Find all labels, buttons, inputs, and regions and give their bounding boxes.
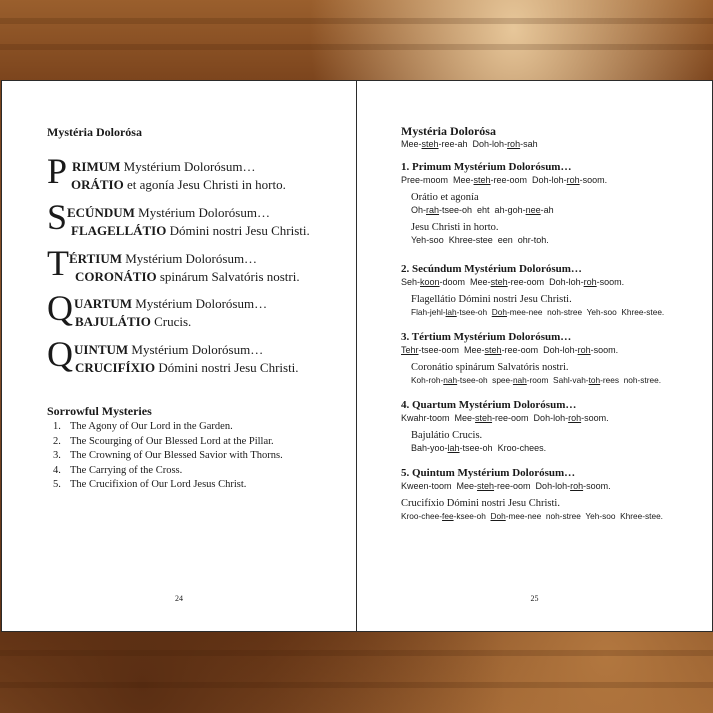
syllable-text: Seh- [401,277,421,287]
syllable-text: -soom. [596,277,625,287]
latin-text: Coronátio spinárum Salvatóris nostri. [411,362,569,373]
stressed-syllable: roh [566,175,580,185]
pronunciation [411,204,701,217]
syllable-text: Mee- [401,139,422,149]
syllable-text: -ree-oom Doh-loh- [490,175,567,185]
page-number: 24 [175,594,183,603]
stressed-syllable: steh [477,481,495,491]
mystery-entry [47,151,347,197]
pronunciation [401,412,701,425]
stressed-syllable: steh [473,175,491,185]
stressed-syllable: roh [583,277,597,287]
syllable-text: -soom. [583,481,611,491]
mystery-entry [47,334,347,380]
syllable-text: Kroo-chee- [401,511,443,521]
title-block [401,125,701,151]
page-title: Mystéria Dolorósa [401,124,496,138]
sorrowful-title: Sorrowful Mysteries [47,404,152,418]
stressed-syllable: steh [490,277,508,287]
syllable-text: -tsee-oh spee- [457,375,513,385]
latin-text: Orátio et agonía [411,192,479,203]
stressed-syllable: roh [507,139,521,149]
syllable-text: Kwahr-toom Mee- [401,413,476,423]
wood-grain [0,650,713,656]
syllable-text: -ree-ah Doh-loh- [438,139,508,149]
pronunciation [411,442,701,455]
list-item: 3. The Crowning of Our Blessed Savior with Thorns. [53,450,283,462]
drop-cap: S [47,197,68,237]
stressed-syllable: toh [588,375,601,385]
syllable-text: -mee-nee noh-stree Yeh-soo Khree-stee. [505,511,663,521]
pronunciation [411,306,701,319]
page-number: 25 [530,594,539,603]
wood-grain [0,44,713,50]
left-page [1,80,357,632]
list-item: 2. The Scourging of Our Blessed Lord at the Pillar. [53,435,274,447]
mystery-heading: 3. Tértium Mystérium Dolorósum… [401,331,572,343]
stressed-syllable: Doh [490,511,506,521]
syllable-text: Kween-toom Mee- [401,481,478,491]
mystery-2 [401,263,701,319]
drop-cap: Q [47,288,73,328]
mystery-line1: ECÚNDUM Mystérium Dolorósum… [67,205,270,220]
syllable-text: -ksee-oh [453,511,491,521]
syllable-text: Bah-yoo- [411,443,448,453]
list-item: 4. The Carrying of the Cross. [53,464,183,476]
syllable-text: -tsee-oom Mee- [418,345,485,355]
stressed-syllable: fee [442,511,454,521]
mystery-line2: CRUCIFÍXIO Dómini nostri Jesu Christi. [75,360,299,375]
pronunciation [401,344,701,357]
mystery-line1: ÉRTIUM Mystérium Dolorósum… [69,251,258,266]
mystery-entry [47,288,347,334]
drop-cap: T [47,243,69,283]
mystery-heading: 5. Quintum Mystérium Dolorósum… [401,467,576,479]
stressed-syllable: koon [420,277,440,287]
latin-text: Crucifíxio Dómini nostri Jesu Christi. [401,498,560,509]
drop-cap: P [47,151,68,191]
mystery-entry [47,243,347,289]
pronunciation [401,138,701,151]
pronunciation [401,174,701,187]
stressed-syllable: Doh [491,307,507,317]
syllable-text: -mee-nee noh-stree Yeh-soo Khree-stee. [506,307,665,317]
stressed-syllable: rah [426,205,440,215]
stressed-syllable: roh [570,481,584,491]
list-item: 1. The Agony of Our Lord in the Garden. [53,421,233,432]
mystery-4 [401,399,701,455]
stressed-syllable: lah [445,307,457,317]
stressed-syllable: nah [443,375,458,385]
syllable-text: Oh- [411,205,427,215]
syllable-text: -ree-oom Doh-loh- [507,277,584,287]
wood-grain [0,18,713,24]
stressed-syllable: Tehr [401,345,419,355]
syllable-text: -soom. [579,175,608,185]
mystery-line1: UINTUM Mystérium Dolorósum… [74,342,264,357]
pronunciation [411,234,701,247]
list-item: 5. The Crucifixion of Our Lord Jesus Christ. [53,479,247,491]
sorrowful-list [53,420,283,493]
syllable-text: -tsee-oh [456,307,492,317]
mystery-line1: RIMUM Mystérium Dolorósum… [72,159,256,174]
right-page [356,80,713,632]
syllable-text: -doom Mee- [439,277,491,287]
syllable-text: -tsee-oh Kroo-chees. [459,443,547,453]
syllable-text: -sah [520,139,538,149]
latin-text: Flagellátio Dómini nostri Jesu Christi. [411,294,572,305]
syllable-text: -ree-oom Doh-loh- [501,345,578,355]
syllable-text: Koh-roh- [411,375,444,385]
mystery-heading: 4. Quartum Mystérium Dolorósum… [401,399,577,411]
syllable-text: -ree-oom Doh-loh- [494,481,571,491]
stressed-syllable: steh [421,139,439,149]
stressed-syllable: lah [447,443,460,453]
mystery-line2: FLAGELLÁTIO Dómini nostri Jesu Christi. [71,223,310,238]
stressed-syllable: roh [577,345,591,355]
mystery-heading: 2. Secúndum Mystérium Dolorósum… [401,263,582,275]
syllable-text: -ree-oom Doh-loh- [492,413,569,423]
syllable-text: Yeh-soo Khree-stee een ohr-toh. [411,235,549,245]
pronunciation [401,480,701,493]
latin-text: Bajulátio Crucis. [411,430,483,441]
stressed-syllable: steh [475,413,493,423]
stressed-syllable: nee [525,205,541,215]
pronunciation [401,276,701,289]
syllable-text: Pree-moom Mee- [401,175,474,185]
syllable-text: -ah [540,205,554,215]
mystery-3 [401,331,701,387]
pronunciation [401,510,701,523]
stressed-syllable: nah [512,375,527,385]
syllable-text: -room Sahl-vah- [526,375,589,385]
drop-cap: Q [47,334,73,374]
syllable-text: -soom. [590,345,619,355]
stressed-syllable: steh [484,345,502,355]
mystery-line2: BAJULÁTIO Crucis. [75,314,192,329]
mystery-heading: 1. Primum Mystérium Dolorósum… [401,161,572,173]
mystery-line2: CORONÁTIO spinárum Salvatóris nostri. [75,269,300,284]
syllable-text: Flah-jehl- [411,307,446,317]
syllable-text: -tsee-oh eht ah-goh- [439,205,526,215]
syllable-text: -soom. [581,413,609,423]
mystery-1 [401,161,701,247]
pronunciation [411,374,701,387]
mystery-line2: ORÁTIO et agonía Jesu Christi in horto. [71,177,286,192]
page-title: Mystéria Dolorósa [47,125,142,139]
mystery-entry [47,197,347,243]
mystery-line1: UARTUM Mystérium Dolorósum… [74,296,268,311]
mystery-5 [401,467,701,523]
latin-text: Jesu Christi in horto. [411,222,499,233]
syllable-text: -rees noh-stree. [600,375,661,385]
wood-grain [0,682,713,688]
stressed-syllable: roh [568,413,582,423]
